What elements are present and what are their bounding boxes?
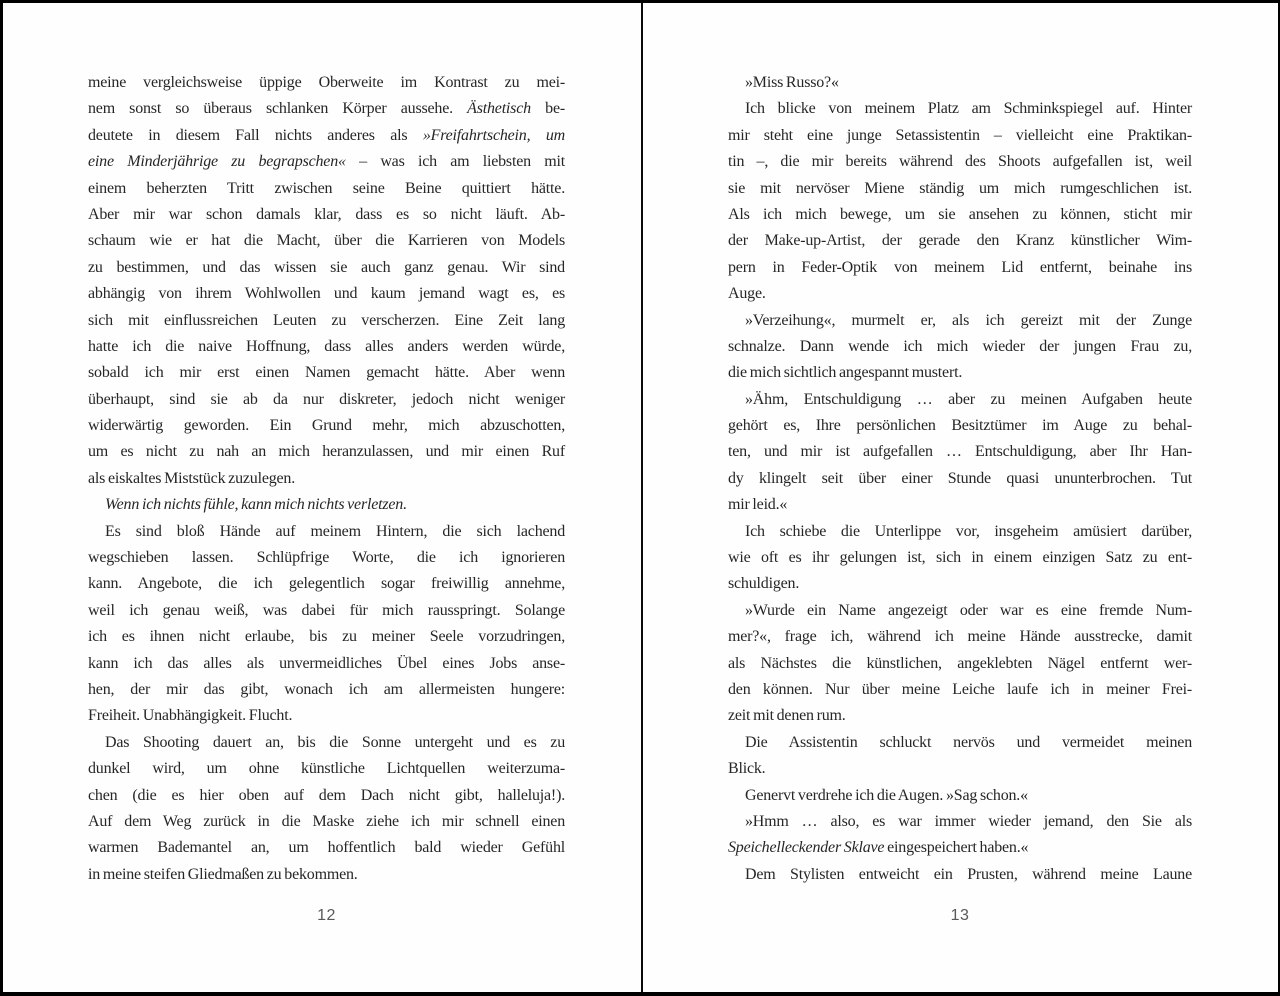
text-segment: »Miss Russo?« <box>745 74 839 91</box>
text-line <box>728 862 1192 888</box>
text-line <box>728 835 1192 861</box>
text-line <box>728 308 1192 334</box>
text-segment: tin –, die mir bereits während des Shoots aufgefallen ist, weil <box>728 153 1192 171</box>
text-line <box>88 387 565 413</box>
text-segment: zu bestimmen, und das wissen sie auch ganz genau. Wir sind <box>88 258 565 276</box>
text-line <box>88 439 565 465</box>
italic-text-segment: »Freifahrtschein, um <box>422 126 565 144</box>
text-segment: be- <box>530 100 565 118</box>
text-segment: deutete in diesem Fall nichts anderes als <box>88 126 423 144</box>
text-segment: den können. Nur über meine Leiche laufe ich in meiner Frei- <box>728 680 1192 698</box>
text-segment: wie oft es ihr gelungen ist, sich in einem einzigen Satz zu ent- <box>728 549 1192 567</box>
text-line <box>728 783 1192 809</box>
text-line <box>728 466 1192 492</box>
text-segment: Das Shooting dauert an, bis die Sonne untergeht und es zu <box>105 733 565 751</box>
text-line <box>88 519 565 545</box>
text-segment: Blick. <box>728 760 766 778</box>
text-line <box>728 281 1192 307</box>
text-segment: Als ich mich bewege, um sie ansehen zu können, sticht mir <box>728 205 1192 223</box>
page-left-text-block <box>88 70 565 888</box>
text-segment: schnalze. Dann wende ich mich wieder der jungen Frau zu, <box>728 337 1192 355</box>
text-line <box>728 149 1192 175</box>
text-segment: dy klingelt seit über einer Stunde quasi ununterbrochen. Tut <box>728 469 1192 487</box>
text-segment: Dem Stylisten entweicht ein Prusten, während meine Laune <box>745 865 1192 883</box>
text-segment: abhängig von ihrem Wohlwollen und kaum jemand wagt es, es <box>88 285 565 303</box>
text-line <box>88 281 565 307</box>
page-right-text-block <box>728 70 1192 888</box>
text-line <box>88 598 565 624</box>
text-segment: überhaupt, sind sie ab da nur diskreter, jedoch nicht weniger <box>88 390 565 408</box>
text-line <box>88 466 565 492</box>
text-segment: um es nicht zu nah an mich heranzulassen, und mir einen Ruf <box>88 443 565 461</box>
text-segment: in meine steifen Gliedmaßen zu bekommen. <box>88 865 358 883</box>
text-segment: schaum wie er hat die Macht, über die Karrieren von Models <box>88 232 565 250</box>
text-line <box>728 334 1192 360</box>
text-line <box>88 809 565 835</box>
text-line <box>88 651 565 677</box>
text-segment: ich es ihnen nicht erlaube, bis zu meiner Seele vorzudringen, <box>88 628 565 646</box>
text-segment: sobald ich mir erst einen Namen gemacht hätte. Aber wenn <box>88 364 565 382</box>
text-line <box>728 703 1192 729</box>
text-segment: eingespeichert haben.« <box>884 839 1029 857</box>
text-line <box>728 360 1192 386</box>
text-line <box>728 176 1192 202</box>
text-segment: als eiskaltes Miststück zuzulegen. <box>88 469 296 487</box>
text-line <box>728 624 1192 650</box>
text-line <box>88 862 565 888</box>
text-line <box>728 598 1192 624</box>
text-line <box>728 809 1192 835</box>
italic-text-segment: eine Minderjährige zu begrapschen« <box>88 153 346 171</box>
text-segment: Auge. <box>728 285 766 303</box>
text-line <box>88 228 565 254</box>
text-line <box>88 492 565 518</box>
text-segment: mir steht eine junge Setassistentin – vielleicht eine Praktikan- <box>728 126 1192 144</box>
text-segment: Ich blicke von meinem Platz am Schminkspiegel auf. Hinter <box>745 100 1192 118</box>
text-line <box>88 571 565 597</box>
text-line <box>88 413 565 439</box>
text-line <box>88 756 565 782</box>
text-line <box>88 334 565 360</box>
text-segment: die mich sichtlich angespannt mustert. <box>728 364 963 382</box>
text-segment: »Wurde ein Name angezeigt oder war es eine fremde Num- <box>745 601 1192 619</box>
text-line <box>728 387 1192 413</box>
text-line <box>88 360 565 386</box>
text-line <box>728 677 1192 703</box>
text-line <box>88 677 565 703</box>
text-segment: pern in Feder-Optik von meinem Lid entfernt, beinahe ins <box>728 258 1192 276</box>
text-segment: kann. Angebote, die ich gelegentlich sogar freiwillig annehme, <box>88 575 565 593</box>
text-segment: Ich schiebe die Unterlippe vor, insgeheim amüsiert darüber, <box>745 522 1192 540</box>
text-line <box>88 835 565 861</box>
text-segment: als Nächstes die künstlichen, angeklebten Nägel entfernt wer- <box>728 654 1192 672</box>
text-segment: sie mit nervöser Miene ständig um mich rumgeschlichen ist. <box>728 179 1192 197</box>
text-line <box>728 255 1192 281</box>
text-line <box>88 176 565 202</box>
text-line <box>728 70 1192 96</box>
text-segment: hen, der mir das gibt, wonach ich am allermeisten hungere: <box>88 680 565 698</box>
text-line <box>728 439 1192 465</box>
page-number-left: 12 <box>317 907 336 924</box>
text-line <box>728 228 1192 254</box>
italic-text-segment: Wenn ich nichts fühle, kann mich nichts verletzen. <box>105 496 407 514</box>
text-line <box>88 730 565 756</box>
text-line <box>728 651 1192 677</box>
text-segment: mer?«, frage ich, während ich meine Hände ausstrecke, damit <box>728 628 1192 646</box>
text-segment: chen (die es hier oben auf dem Dach nicht gibt, halleluja!). <box>88 786 565 804</box>
text-segment: Freiheit. Unabhängigkeit. Flucht. <box>88 707 293 725</box>
text-segment: hatte ich die naive Hoffnung, dass alles anders werden würde, <box>88 337 565 355</box>
text-line <box>728 492 1192 518</box>
text-line <box>728 96 1192 122</box>
text-segment: kann ich das alles als unvermeidliches Übel eines Jobs anse- <box>88 654 565 672</box>
italic-text-segment: Speichelleckender Sklave <box>728 839 885 857</box>
text-segment: Es sind bloß Hände auf meinem Hintern, die sich lachend <box>105 522 565 540</box>
italic-text-segment: Ästhetisch <box>467 100 531 118</box>
text-segment: weil ich genau weiß, was dabei für mich rausspringt. Solange <box>88 601 565 619</box>
text-line <box>88 149 565 175</box>
text-segment: wegschieben lassen. Schlüpfrige Worte, die ich ignorieren <box>88 549 565 567</box>
text-segment: einem beherzten Tritt zwischen seine Beine quittiert hätte. <box>88 179 565 197</box>
text-segment: der Make-up-Artist, der gerade den Kranz künstlicher Wim- <box>728 232 1192 250</box>
page-number-right: 13 <box>950 907 970 924</box>
text-line <box>88 255 565 281</box>
text-line <box>728 413 1192 439</box>
text-line <box>728 202 1192 228</box>
text-line <box>88 545 565 571</box>
text-line <box>728 519 1192 545</box>
text-segment: dunkel wird, um ohne künstliche Lichtquellen weiterzuma- <box>88 760 565 778</box>
text-segment: widerwärtig geworden. Ein Grund mehr, mich abzuschotten, <box>88 417 565 435</box>
text-segment: nem sonst so überaus schlanken Körper aussehe. <box>88 100 468 118</box>
text-segment: ten, und mir ist aufgefallen … Entschuldigung, aber Ihr Han- <box>728 443 1192 461</box>
text-line <box>728 730 1192 756</box>
text-line <box>88 202 565 228</box>
text-line <box>728 756 1192 782</box>
text-segment: zeit mit denen rum. <box>728 707 846 725</box>
spine-divider <box>641 3 643 992</box>
text-segment: warmen Bademantel an, um hoffentlich bald wieder Gefühl <box>88 839 565 857</box>
text-line <box>88 123 565 149</box>
text-segment: Aber mir war schon damals klar, dass es so nicht läuft. Ab- <box>88 205 565 223</box>
text-line <box>88 624 565 650</box>
text-segment: meine vergleichsweise üppige Oberweite im Kontrast zu mei- <box>88 74 565 91</box>
text-segment: – was ich am liebsten mit <box>345 153 565 171</box>
text-segment: Auf dem Weg zurück in die Maske ziehe ich mir schnell einen <box>88 812 565 830</box>
text-line <box>728 571 1192 597</box>
text-line <box>88 70 565 96</box>
text-segment: »Verzeihung«, murmelt er, als ich gereizt mit der Zunge <box>745 311 1192 329</box>
text-line <box>728 123 1192 149</box>
text-segment: »Hmm … also, es war immer wieder jemand, den Sie als <box>745 812 1192 830</box>
text-line <box>728 545 1192 571</box>
text-segment: Genervt verdrehe ich die Augen. »Sag schon.« <box>745 786 1028 804</box>
text-segment: sich mit einflussreichen Leuten zu verscherzen. Eine Zeit lang <box>88 311 565 329</box>
text-segment: gehört es, Ihre persönlichen Besitztümer im Auge zu behal- <box>728 417 1192 435</box>
text-segment: »Ähm, Entschuldigung … aber zu meinen Aufgaben heute <box>745 390 1192 408</box>
text-segment: schuldigen. <box>728 575 800 593</box>
text-line <box>88 96 565 122</box>
text-line <box>88 308 565 334</box>
text-line <box>88 783 565 809</box>
text-line <box>88 703 565 729</box>
text-segment: mir leid.« <box>728 496 788 514</box>
text-segment: Die Assistentin schluckt nervös und vermeidet meinen <box>745 733 1192 751</box>
